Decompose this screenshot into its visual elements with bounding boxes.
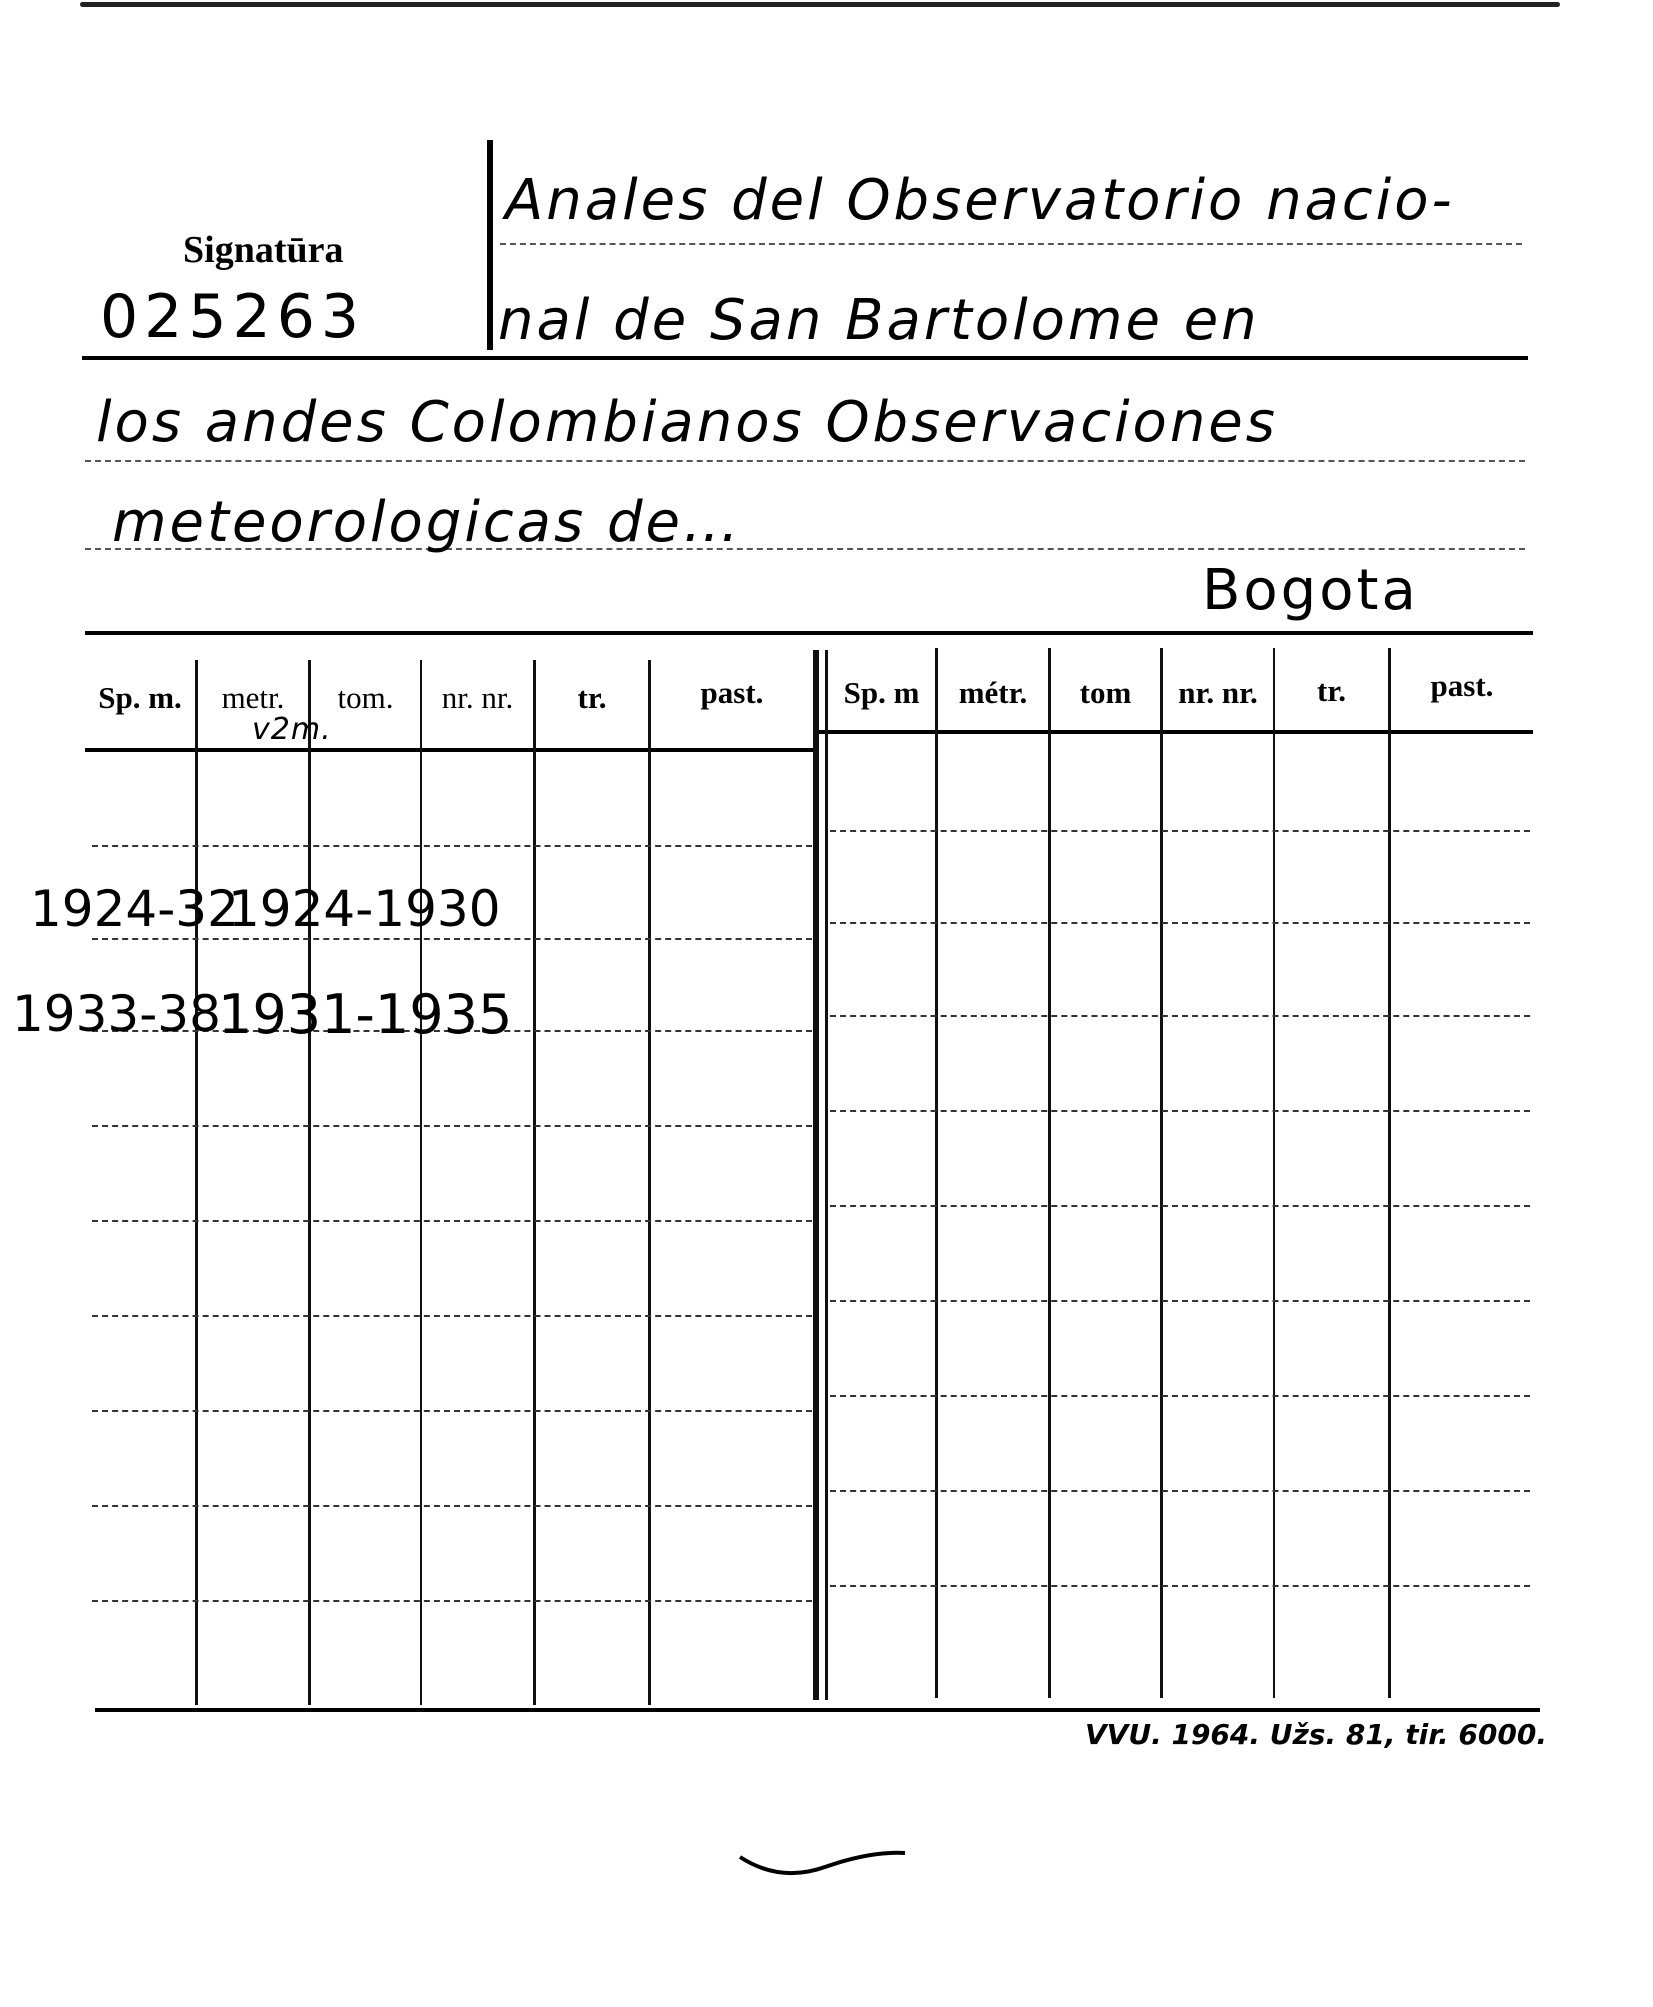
header-past-right: past. (1430, 668, 1494, 703)
col-line (420, 660, 422, 1705)
title-line-3-rule (85, 460, 1525, 462)
row-line (830, 1205, 1530, 1207)
title-line-4: meteorologicas de… (112, 490, 742, 555)
row-line (92, 1410, 812, 1412)
header-tr: tr. (577, 680, 607, 715)
center-divider (813, 650, 819, 1700)
header-sp-m-right: Sp. m (843, 675, 920, 710)
row-line (92, 1315, 812, 1317)
center-divider-thin (825, 650, 828, 1700)
signature-rule (82, 356, 1528, 360)
table-top-rule (85, 631, 1533, 635)
header-nr-nr-right: nr. nr. (1178, 675, 1258, 710)
header-past: past. (700, 675, 764, 710)
signature-label: Signatūra (183, 229, 344, 271)
entry-1-sp-m: 1924-32 (30, 880, 239, 938)
row-line (830, 1490, 1530, 1492)
row-line (92, 1600, 812, 1602)
row-line (92, 1220, 812, 1222)
header-annotation: v2m. (252, 712, 332, 747)
header-tom-right: tom (1079, 675, 1132, 710)
entry-2-sp-m: 1933-38 (12, 985, 221, 1043)
col-line (308, 660, 311, 1705)
col-line (533, 660, 536, 1705)
row-line (830, 1585, 1530, 1587)
row-line (830, 1015, 1530, 1017)
header-metr-right: métr. (958, 675, 1028, 710)
header-tom: tom. (337, 680, 394, 715)
header-nr-nr: nr. nr. (441, 680, 514, 715)
title-line-3: los andes Colombianos Observaciones (96, 390, 1278, 455)
row-line (830, 1395, 1530, 1397)
entry-1-metr-tom: 1924-1930 (228, 880, 501, 938)
header-metr: metr. (221, 680, 285, 715)
row-line (830, 922, 1530, 924)
top-edge (80, 2, 1560, 7)
title-line-2: nal de San Bartolome en (498, 288, 1260, 353)
title-divider (487, 140, 493, 350)
row-line (92, 938, 812, 940)
col-line (1048, 648, 1051, 1698)
col-line (648, 660, 651, 1705)
printer-imprint: VVU. 1964. Užs. 81, tir. 6000. (1085, 1718, 1547, 1751)
signature-number: 025263 (100, 282, 366, 352)
header-sp-m: Sp. m. (98, 680, 182, 715)
row-line (92, 1125, 812, 1127)
title-line-1: Anales del Observatorio nacio- (505, 168, 1455, 233)
header-bottom-rule-right (815, 730, 1533, 734)
col-line (1160, 648, 1163, 1698)
header-tr-right: tr. (1317, 673, 1346, 708)
scan-mark (735, 1845, 915, 1885)
row-line (830, 1300, 1530, 1302)
row-line (830, 1110, 1530, 1112)
col-line (195, 660, 198, 1705)
col-line (1273, 648, 1275, 1698)
place-name: Bogota (1202, 558, 1419, 623)
col-line (935, 648, 938, 1698)
table-bottom-rule (95, 1708, 1540, 1712)
row-line (92, 1505, 812, 1507)
row-line (92, 845, 812, 847)
entry-2-metr-tom: 1931-1935 (218, 983, 513, 1046)
row-line (830, 830, 1530, 832)
col-line (1388, 648, 1391, 1698)
title-line-1-rule (500, 243, 1522, 245)
